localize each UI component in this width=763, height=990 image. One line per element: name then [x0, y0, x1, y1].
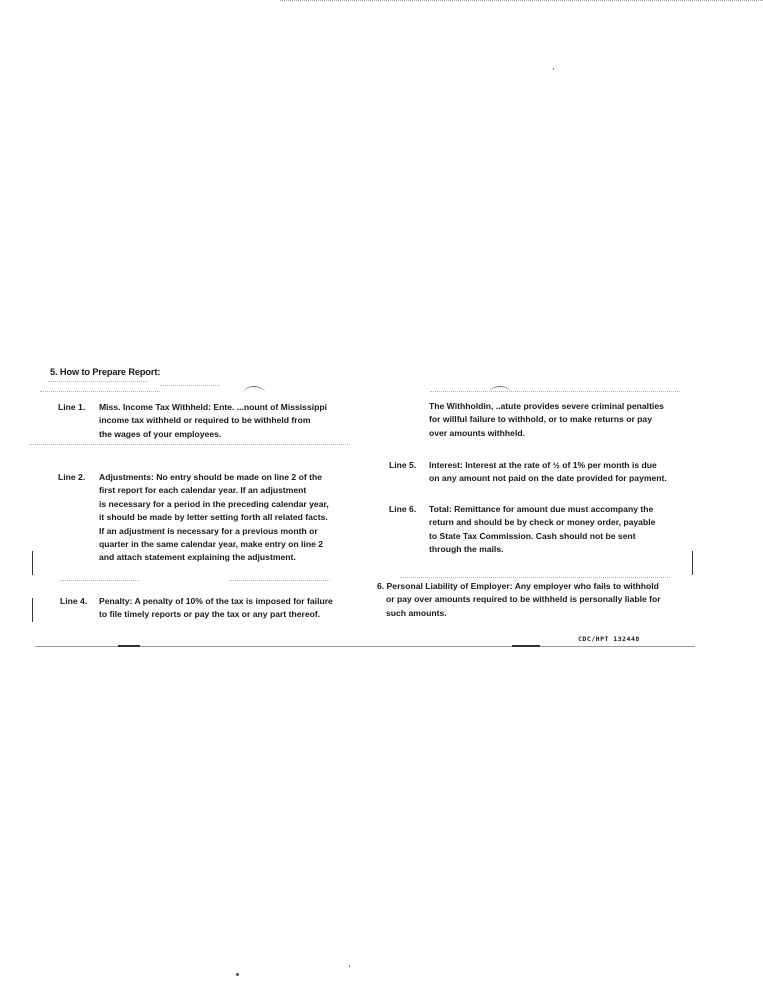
text-line: first report for each calendar year. If an adjustment	[99, 485, 307, 496]
scan-noise	[40, 391, 160, 392]
text-line: return and should be by check or money order, payable	[429, 517, 656, 528]
text-line: Interest: Interest at the rate of ½ of 1% per month is due	[429, 460, 657, 470]
scan-speck	[553, 68, 554, 70]
line6-label: Line 6.	[389, 504, 417, 514]
text-line: quarter in the same calendar year, make entry on line 2	[99, 539, 324, 550]
line5-label: Line 5.	[389, 460, 417, 470]
withholding-note	[429, 400, 679, 440]
text-line: it should be made by letter setting forth all related facts.	[99, 512, 328, 523]
scan-speck	[349, 965, 350, 967]
text-line: such amounts.	[386, 607, 447, 618]
line4-text	[99, 595, 351, 622]
section-heading: 5. How to Prepare Report:	[50, 367, 161, 377]
scan-noise	[30, 444, 350, 445]
scan-noise	[160, 385, 220, 386]
line6-text	[429, 503, 681, 557]
text-line: to State Tax Commission. Cash should not be sent	[429, 530, 636, 541]
scan-edge-mark	[32, 598, 33, 622]
form-code: CDC/HPT 132448	[578, 635, 640, 643]
text-line: Total: Remittance for amount due must accompany the	[429, 504, 654, 514]
line4-label: Line 4.	[60, 596, 88, 606]
line5-text	[429, 459, 681, 486]
scan-arc	[489, 386, 511, 401]
text-line: Penalty: A penalty of 10% of the tax is imposed for failure	[99, 596, 333, 606]
line2-label: Line 2.	[58, 472, 86, 482]
text-line: Adjustments: No entry should be made on line 2 of the	[99, 472, 322, 482]
text-line: the wages of your employees.	[99, 428, 222, 439]
text-line: 6. Personal Liability of Employer: Any employer who fails to withhold	[377, 581, 659, 591]
text-line: Miss. Income Tax Withheld: Ente. ...nount of Mississippi	[99, 402, 327, 412]
scan-top-edge	[280, 0, 763, 3]
scan-arc	[243, 386, 265, 401]
text-line: is necessary for a period in the preceding calendar year,	[99, 498, 329, 509]
bottom-rule-mark	[512, 645, 540, 647]
text-line: on any amount not paid on the date provided for payment.	[429, 473, 667, 484]
scan-edge-mark	[692, 551, 693, 575]
bottom-rule-mark	[118, 645, 140, 647]
text-line: income tax withheld or required to be withheld from	[99, 415, 311, 426]
text-line: If an adjustment is necessary for a previous month or	[99, 525, 318, 536]
line1-label: Line 1.	[58, 402, 86, 412]
scan-noise	[230, 580, 330, 581]
text-line: and attach statement explaining the adjustment.	[99, 552, 296, 563]
scan-noise	[400, 577, 670, 578]
text-line: or pay over amounts required to be withheld is personally liable for	[386, 594, 661, 605]
scan-noise	[48, 381, 148, 382]
line1-text	[99, 401, 349, 441]
text-line: through the mails.	[429, 544, 504, 555]
text-line: over amounts withheld.	[429, 427, 525, 438]
section6-text	[377, 580, 687, 620]
scan-speck	[236, 973, 239, 976]
line2-text	[99, 471, 351, 565]
text-line: to file timely reports or pay the tax or any part thereof.	[99, 609, 321, 620]
scan-noise	[60, 580, 140, 581]
text-line: The Withholdin, ..atute provides severe criminal penalties	[429, 401, 664, 411]
text-line: for willful failure to withhold, or to make returns or pay	[429, 414, 652, 425]
scan-noise	[430, 391, 680, 392]
scan-edge-mark	[32, 551, 33, 575]
